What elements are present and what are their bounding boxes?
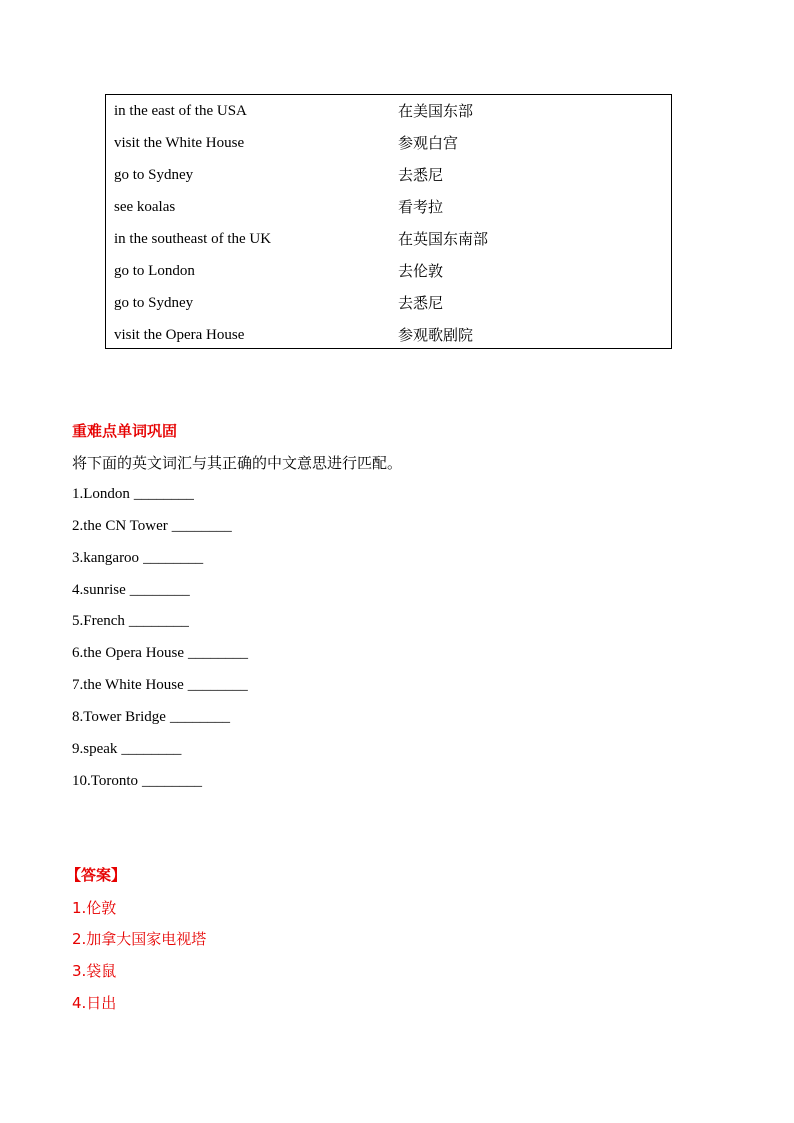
vocab-row (106, 195, 671, 219)
vocab-chinese: 参观白宫 (398, 134, 459, 152)
vocab-table (105, 94, 672, 349)
answer-blank: ________ (171, 518, 232, 534)
vocab-row (106, 99, 671, 123)
answer-blank: ________ (188, 645, 249, 661)
answer-blank: ________ (128, 613, 189, 629)
vocab-english: go to London (114, 263, 195, 279)
answers-heading: 【答案】 (66, 866, 127, 884)
vocab-english: in the east of the USA (114, 103, 247, 119)
question-text: 2.the CN Tower (72, 518, 168, 534)
question-item (72, 483, 194, 505)
question-item (72, 642, 248, 664)
answer-blank: ________ (187, 677, 248, 693)
vocab-row (106, 323, 671, 347)
question-item (72, 770, 202, 792)
answer-blank: ________ (133, 486, 194, 502)
answer-item: 2.加拿大国家电视塔 (72, 930, 207, 948)
vocab-chinese: 看考拉 (398, 198, 444, 216)
answer-blank: ________ (143, 550, 204, 566)
answer-blank: ________ (129, 582, 190, 598)
question-text: 6.the Opera House (72, 645, 185, 661)
question-item (72, 706, 230, 728)
question-text: 5.French (72, 613, 125, 629)
vocab-row (106, 131, 671, 155)
question-item (72, 515, 232, 537)
vocab-chinese: 去悉尼 (398, 166, 444, 184)
answer-blank: ________ (142, 773, 203, 789)
question-text: 1.London (72, 486, 130, 502)
question-text: 3.kangaroo (72, 550, 140, 566)
vocab-chinese: 在英国东南部 (398, 230, 489, 248)
vocab-chinese: 去悉尼 (398, 294, 444, 312)
vocab-row (106, 227, 671, 251)
vocab-row (106, 259, 671, 283)
vocab-english: in the southeast of the UK (114, 231, 272, 247)
vocab-row (106, 291, 671, 315)
question-item (72, 674, 248, 696)
vocab-english: see koalas (114, 199, 176, 215)
question-item (72, 579, 190, 601)
vocab-english: visit the White House (114, 135, 245, 151)
vocab-row (106, 163, 671, 187)
vocab-english: go to Sydney (114, 295, 194, 311)
question-item (72, 738, 181, 760)
question-text: 7.the White House (72, 677, 184, 693)
answer-blank: ________ (121, 741, 182, 757)
question-text: 9.speak (72, 741, 118, 757)
vocab-english: visit the Opera House (114, 327, 245, 343)
question-text: 8.Tower Bridge (72, 709, 166, 725)
question-item (72, 547, 203, 569)
answer-item: 3.袋鼠 (72, 962, 117, 980)
answer-item: 1.伦敦 (72, 899, 117, 917)
vocab-chinese: 去伦敦 (398, 262, 444, 280)
answer-item: 4.日出 (72, 994, 117, 1012)
section-title: 重难点单词巩固 (72, 422, 178, 440)
section-instruction: 将下面的英文词汇与其正确的中文意思进行匹配。 (72, 454, 403, 472)
question-text: 10.Toronto (72, 773, 139, 789)
answer-blank: ________ (169, 709, 230, 725)
vocab-chinese: 在美国东部 (398, 102, 474, 120)
vocab-chinese: 参观歌剧院 (398, 326, 474, 344)
question-text: 4.sunrise (72, 582, 126, 598)
vocab-english: go to Sydney (114, 167, 194, 183)
question-item (72, 610, 189, 632)
